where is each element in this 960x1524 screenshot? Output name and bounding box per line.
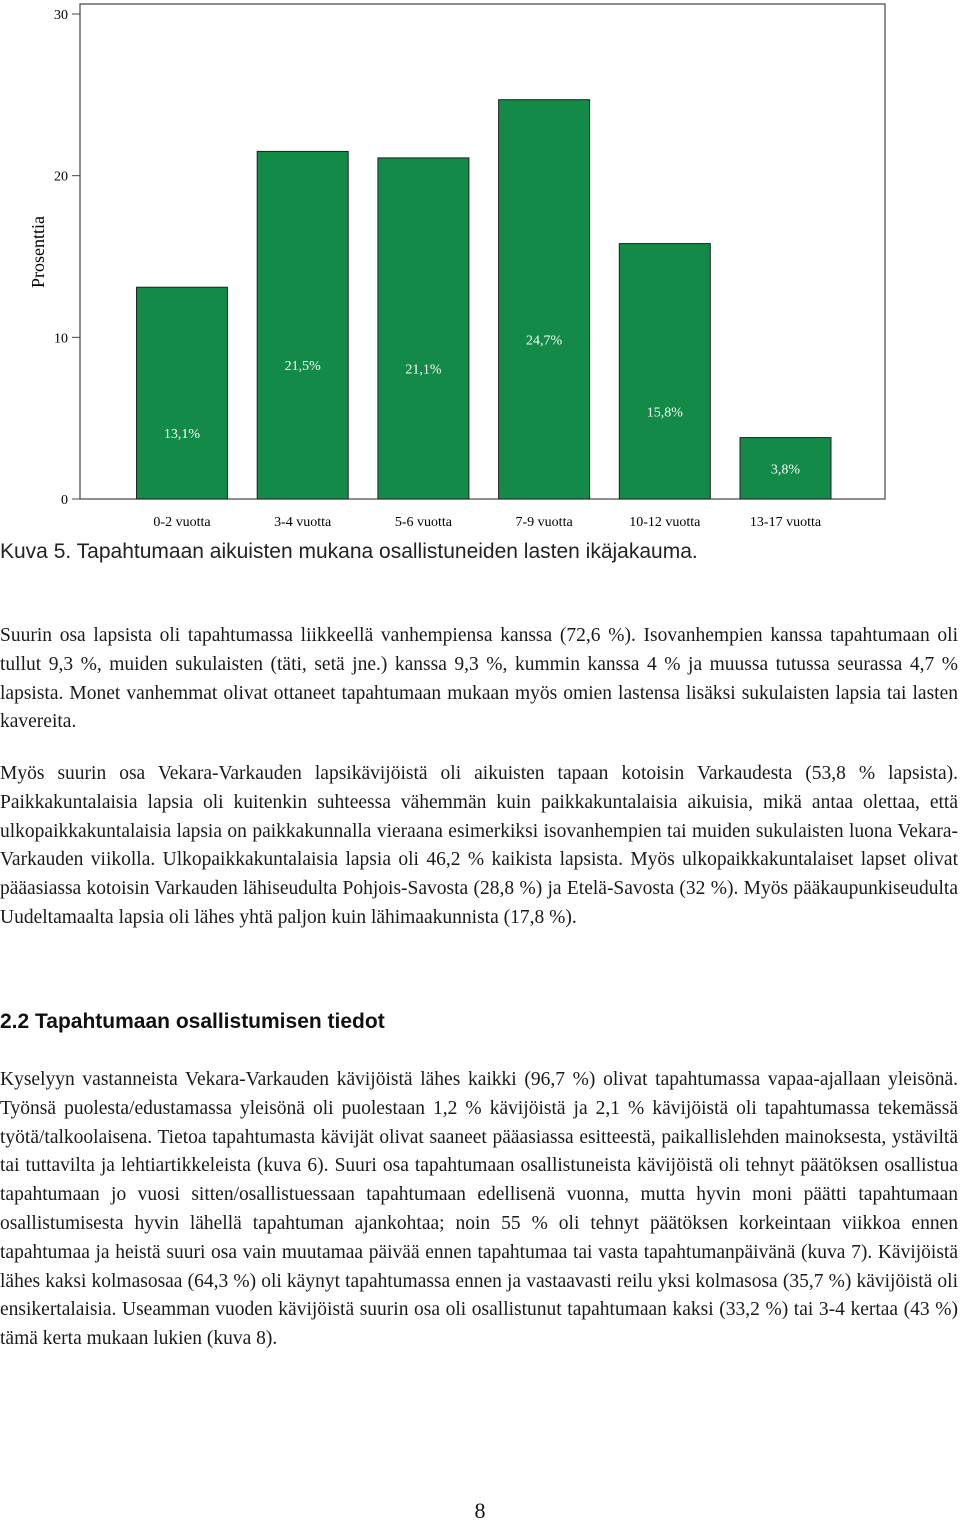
bar bbox=[378, 158, 469, 499]
page-number: 8 bbox=[474, 1498, 486, 1523]
y-tick-label: 10 bbox=[54, 331, 68, 347]
section-heading: 2.2 Tapahtumaan osallistumisen tiedot bbox=[0, 1010, 385, 1033]
x-tick-label: 13-17 vuotta bbox=[749, 515, 822, 530]
y-axis bbox=[54, 8, 80, 508]
bar bbox=[619, 244, 710, 499]
bar-data-label: 13,1% bbox=[163, 427, 201, 443]
bar-data-label: 21,1% bbox=[405, 362, 442, 378]
x-tick-label: 0-2 vuotta bbox=[153, 515, 211, 530]
x-tick-label: 10-12 vuotta bbox=[629, 515, 701, 530]
y-tick-label: 0 bbox=[61, 493, 68, 508]
x-axis bbox=[153, 515, 821, 530]
x-tick-label: 7-9 vuotta bbox=[515, 515, 573, 530]
x-tick-label: 5-6 vuotta bbox=[394, 515, 452, 530]
x-tick-label: 3-4 vuotta bbox=[274, 515, 332, 530]
bar-data-label: 24,7% bbox=[526, 333, 563, 349]
y-axis-label: Prosenttia bbox=[28, 216, 48, 288]
figure-caption: Kuva 5. Tapahtumaan aikuisten mukana osallistuneiden lasten ikäjakauma. bbox=[0, 540, 698, 563]
bar-data-label: 21,5% bbox=[284, 359, 321, 375]
y-tick-label: 30 bbox=[54, 8, 68, 23]
y-tick-label: 20 bbox=[54, 169, 68, 185]
bar bbox=[137, 287, 228, 499]
paragraph-3: Kyselyyn vastanneista Vekara-Varkauden kävijöistä lähes kaikki (96,7 %) olivat tapahtumassa vapaa-ajallaan yleisönä. Työnsä puolesta/edustamassa yleisönä oli puolestaan 1,2 % kävijöistä ja 2,1 % kävijöistä oli tapahtumassa tekemässä työtä/talkoolaisena. Tietoa tapahtumasta kävijät olivat saaneet pääasiassa esitteestä, paikallislehden mainoksesta, ystäviltä tai tuttavilta ja lehtiartikkeleista (kuva 6). Suuri osa tapahtumaan osallistuneista kävijöistä oli tehnyt päätöksen osallistua tapahtumaan jo vuosi sitten/osallistuessaan tapahtumaan edellisenä vuonna, mutta hyvin moni päätti tapahtumaan osallistumisesta hyvin lähellä tapahtuman ajankohtaa; noin 55 % oli tehnyt päätöksen korkeintaan viikkoa ennen tapahtumaa ja heistä suuri osa vain muutamaa päivää ennen tapahtumaa tai vasta tapahtumanpäivänä (kuva 7). Kävijöistä lähes kaksi kolmasosaa (64,3 %) oli käynyt tapahtumassa ennen ja vastaavasti reilu yksi kolmasosa (35,7 %) kävijöistä oli ensikertalaisia. Useamman vuoden kävijöistä suurin osa oli osallistunut tapahtumaan kaksi (33,2 %) tai 3-4 kertaa (43 %) tämä kerta mukaan lukien (kuva 8). bbox=[0, 1069, 958, 1350]
bar-data-label: 3,8% bbox=[770, 462, 801, 478]
paragraph-1: Suurin osa lapsista oli tapahtumassa liikkeellä vanhempiensa kanssa (72,6 %). Isovanhempien kanssa tapahtumaan oli tullut 9,3 %, muiden sukulaisten (täti, setä jne.) kanssa 9,3 %, kummin kanssa 4 % ja muussa tutussa seurassa 4,7 % lapsista. Monet vanhemmat olivat ottaneet tapahtumaan mukaan myös omien lastensa lisäksi sukulaisten lapsia tai lasten kavereita. bbox=[0, 625, 958, 733]
age-distribution-chart bbox=[0, 0, 960, 535]
bar bbox=[257, 151, 348, 499]
bar bbox=[499, 100, 590, 499]
bar-data-label: 15,8% bbox=[646, 405, 683, 421]
paragraph-2: Myös suurin osa Vekara-Varkauden lapsikävijöistä oli aikuisten tapaan kotoisin Varkaudesta (53,8 % lapsista). Paikkakuntalaisia lapsia oli kuitenkin suhteessa vähemmän kuin paikkakuntalaisia aikuisia, mikä antaa olettaa, että ulkopaikkakuntalaisia lapsia on paikkakunnalla vieraana esimerkiksi isovanhempien tai muiden sukulaisten luona Vekara-Varkauden viikolla. Ulkopaikkakuntalaisia lapsia oli 46,2 % kaikista lapsista. Myös ulkopaikkakuntalaiset lapset olivat pääasiassa kotoisin Varkauden lähiseudulta Pohjois-Savosta (28,8 %) ja Etelä-Savosta (32 %). Myös pääkaupunkiseudulta Uudeltamaalta lapsia oli lähes yhtä paljon kuin lähimaakunnista (17,8 %). bbox=[0, 763, 958, 928]
